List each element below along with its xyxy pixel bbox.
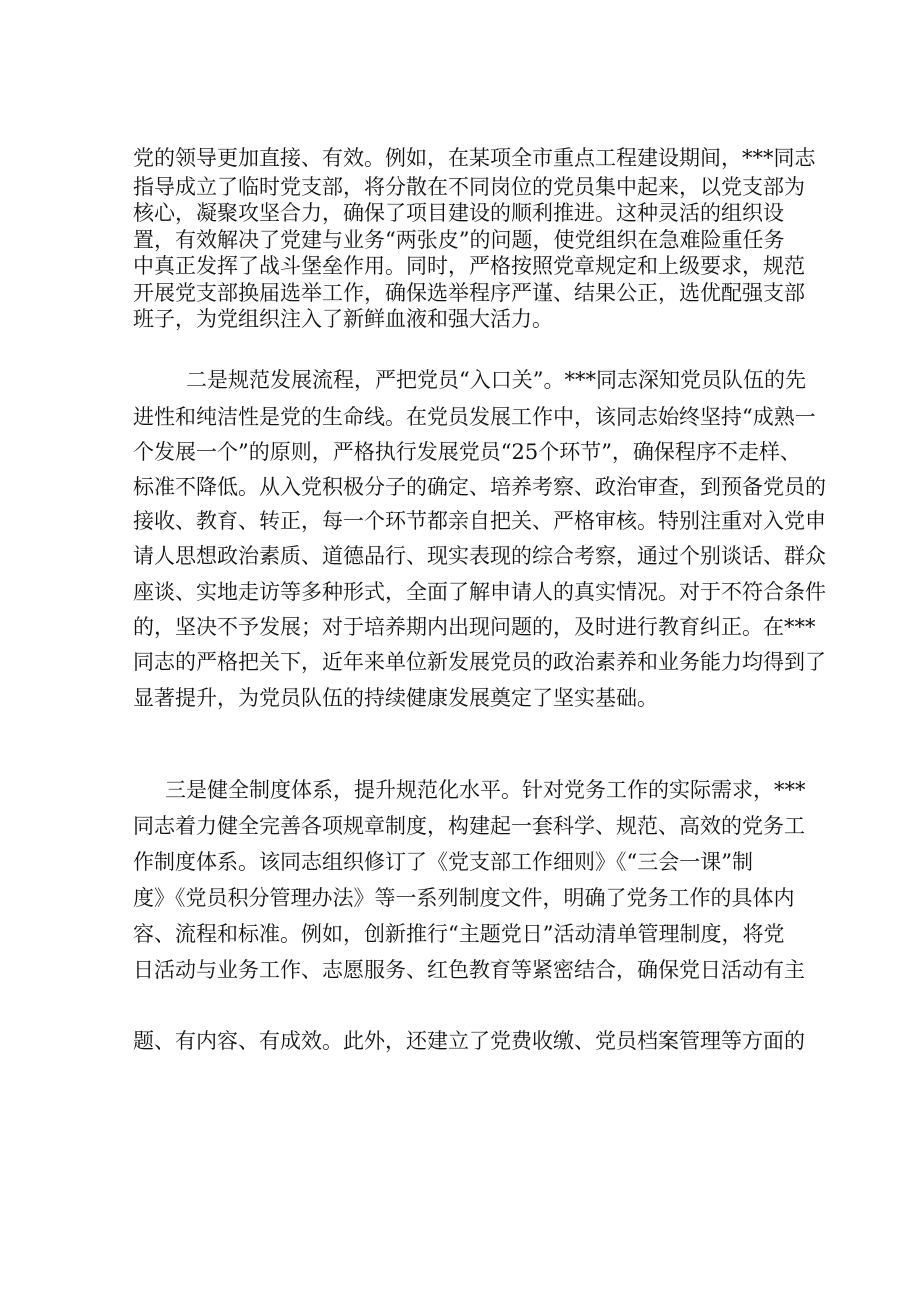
paragraph-2-line-3: 个发展一个”的原则，严格执行发展党员“25个环节”，确保程序不走样、	[133, 440, 801, 464]
paragraph-1-line-3: 核心，凝聚攻坚合力，确保了项目建设的顺利推进。这种灵活的组织设	[133, 201, 784, 225]
paragraph-1-line-1: 党的领导更加直接、有效。例如，在某项全市重点工程建设期间，***同志	[133, 146, 816, 170]
paragraph-3-line-5: 容、流程和标准。例如，创新推行“主题党日”活动清单管理制度，将党	[133, 922, 785, 946]
paragraph-1-line-7: 班子，为党组织注入了新鲜血液和强大活力。	[133, 307, 553, 331]
paragraph-3-line-3: 作制度体系。该同志组织修订了《党支部工作细则》《“三会一课”制	[133, 850, 753, 874]
paragraph-3-line-6: 日活动与业务工作、志愿服务、红色教育等紧密结合，确保党日活动有主	[133, 958, 805, 982]
paragraph-1-line-6: 开展党支部换届选举工作，确保选举程序严谨、结果公正，选优配强支部	[133, 281, 805, 305]
paragraph-2-line-2: 进性和纯洁性是党的生命线。在党员发展工作中，该同志始终坚持“成熟一	[133, 405, 816, 429]
paragraph-2-line-10: 显著提升，为党员队伍的持续健康发展奠定了坚实基础。	[133, 686, 658, 710]
paragraph-1-line-4: 置，有效解决了党建与业务“两张皮”的问题，使党组织在急难险重任务	[133, 228, 785, 252]
paragraph-3-line-4: 度》《党员积分管理办法》等一系列制度文件，明确了党务工作的具体内	[133, 886, 795, 910]
paragraph-2-line-7: 座谈、实地走访等多种形式，全面了解申请人的真实情况。对于不符合条件	[133, 580, 826, 604]
paragraph-3-line-1: 三是健全制度体系，提升规范化水平。针对党务工作的实际需求，***	[165, 778, 806, 802]
paragraph-2-line-1: 二是规范发展流程，严把党员“入口关”。***同志深知党员队伍的先	[186, 368, 806, 392]
paragraph-2-line-5: 接收、教育、转正，每一个环节都亲自把关、严格审核。特别注重对入党申	[133, 509, 826, 533]
paragraph-1-line-2: 指导成立了临时党支部，将分散在不同岗位的党员集中起来，以党支部为	[133, 175, 805, 199]
paragraph-3-line-7: 题、有内容、有成效。此外，还建立了党费收缴、党员档案管理等方面的	[133, 1029, 805, 1053]
paragraph-2-line-8: 的，坚决不予发展；对于培养期内出现问题的，及时进行教育纠正。在***	[133, 615, 816, 639]
paragraph-2-line-6: 请人思想政治素质、道德品行、现实表现的综合考察，通过个别谈话、群众	[133, 544, 826, 568]
paragraph-3-line-2: 同志着力健全完善各项规章制度，构建起一套科学、规范、高效的党务工	[133, 814, 805, 838]
paragraph-2-line-4: 标准不降低。从入党积极分子的确定、培养考察、政治审查，到预备党员的	[133, 475, 826, 499]
paragraph-1-line-5: 中真正发挥了战斗堡垒作用。同时，严格按照党章规定和上级要求，规范	[133, 254, 805, 278]
paragraph-2-line-9: 同志的严格把关下，近年来单位新发展党员的政治素养和业务能力均得到了	[133, 650, 826, 674]
